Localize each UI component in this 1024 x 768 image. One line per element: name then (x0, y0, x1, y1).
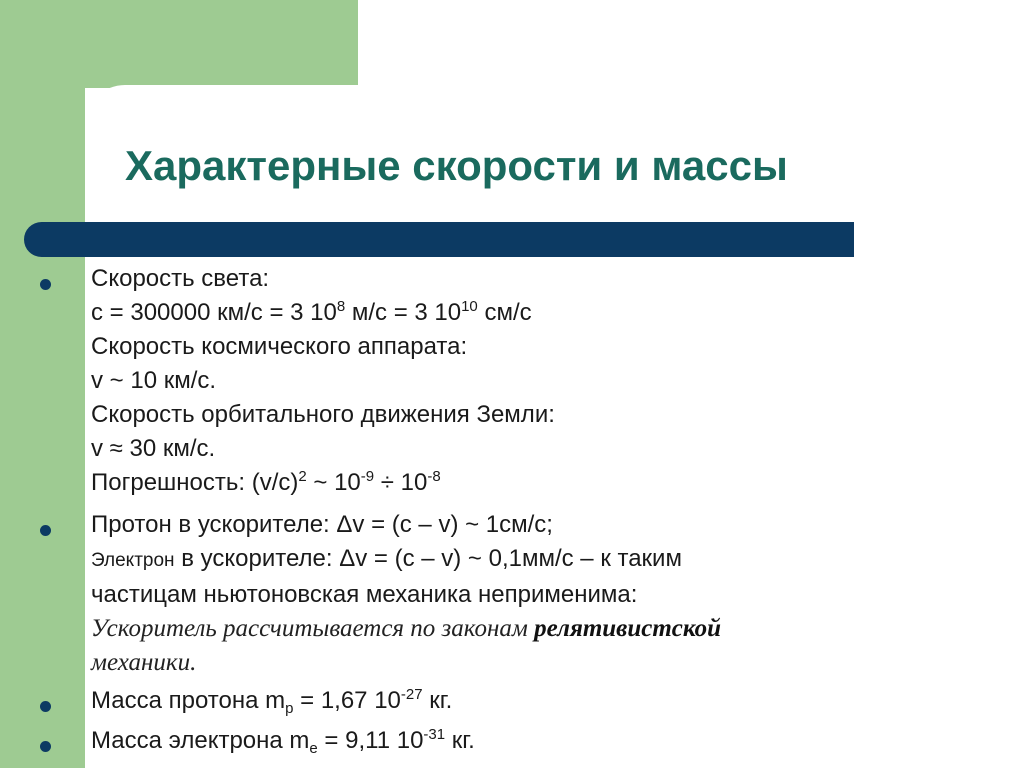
bullet-item-proton-mass (91, 684, 991, 718)
bullet-item-electron-mass (91, 724, 991, 758)
bullet-dot-4 (40, 741, 51, 752)
slide-title: Характерные скорости и массы (125, 142, 788, 189)
text-line: v ~ 10 км/с. (91, 367, 217, 394)
text-line: Масса протона $m_p = 1,67$ $10^{-27}$ кг. (91, 686, 453, 717)
bullet-dot-1 (40, 279, 51, 290)
text-line: Скорость орбитального движения Земли: (91, 401, 555, 428)
decorative-green-band (0, 0, 85, 768)
decorative-green-block (0, 0, 358, 88)
text-line: Масса электрона $m_e = 9,11$ $10^{-31}$ кг. (91, 726, 475, 757)
bullet-item-speed-of-light (91, 262, 991, 500)
title-underline-bar (24, 222, 854, 257)
text-line: Скорость космического аппарата: (91, 333, 468, 360)
text-line: Ускоритель рассчитывается по законам релятивистской (91, 615, 722, 642)
bullet-dot-3 (40, 701, 51, 712)
text-line: частицам ньютоновская механика неприменима: (91, 581, 638, 608)
text-line: Погрешность: $(v/c)^2$ ~ $10^{-9} \div 10^{-8}$ (91, 468, 441, 496)
text-line: механики. (91, 649, 197, 676)
text-line: с = 300000 км/с = 3 $10^8$ м/с = 3 $10^{10}$ см/с (91, 298, 532, 326)
text-line: v ≈ 30 км/с. (91, 435, 216, 462)
text-line: Протон в ускорителе: Δv = (c – v) ~ 1см/с; (91, 511, 553, 538)
bullet-dot-2 (40, 525, 51, 536)
bullet-item-accelerator (91, 508, 991, 680)
text-line: Скорость света: (91, 265, 270, 292)
text-line: Электрон в ускорителе: Δv = (c – v) ~ 0,1мм/с – к таким (91, 545, 682, 572)
